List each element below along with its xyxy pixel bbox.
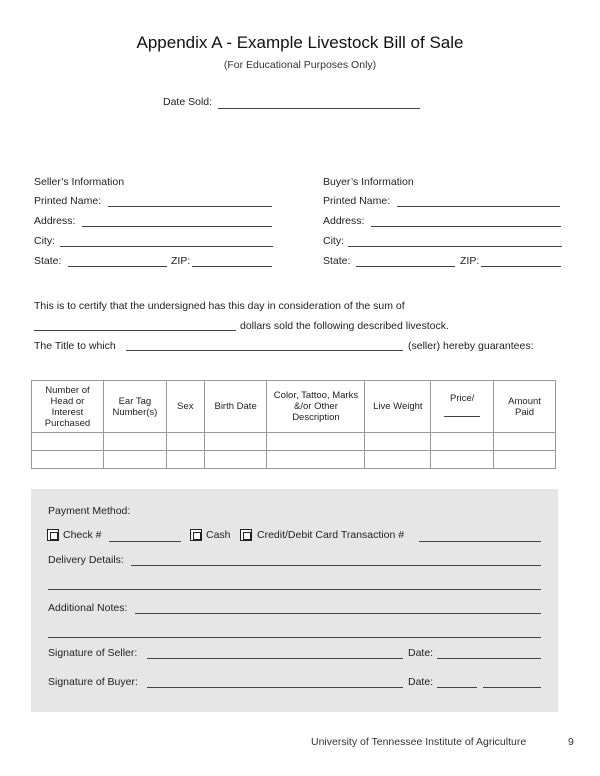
seller-address-label: Address: [34, 215, 76, 227]
col-ear-tag: Ear Tag Number(s) [103, 381, 166, 433]
seller-signature-label: Signature of Seller: [48, 647, 138, 659]
buyer-date-field[interactable] [437, 687, 477, 688]
delivery-details-field[interactable] [131, 565, 541, 566]
cash-checkbox[interactable] [190, 529, 202, 541]
table-cell[interactable] [431, 433, 494, 451]
table-cell[interactable] [494, 451, 556, 469]
buyer-city-field[interactable] [348, 246, 562, 247]
seller-state-field[interactable] [68, 266, 167, 267]
table-cell[interactable] [166, 433, 204, 451]
buyer-signature-field[interactable] [147, 687, 403, 688]
seller-printed-name-field[interactable] [108, 206, 272, 207]
date-sold-field[interactable] [218, 108, 420, 109]
delivery-details-field-2[interactable] [48, 589, 541, 590]
title-guarantee-field[interactable] [126, 350, 403, 351]
buyer-zip-label: ZIP: [460, 255, 480, 267]
seller-printed-name-label: Printed Name: [34, 195, 102, 207]
table-cell[interactable] [267, 451, 365, 469]
col-birth-date: Birth Date [204, 381, 267, 433]
seller-signature-field[interactable] [147, 658, 403, 659]
table-cell[interactable] [204, 451, 267, 469]
livestock-table [31, 380, 556, 469]
payment-method-label: Payment Method: [48, 505, 131, 517]
buyer-printed-name-label: Printed Name: [323, 195, 391, 207]
table-cell[interactable] [103, 433, 166, 451]
payment-panel [31, 489, 558, 712]
certify-line-2: dollars sold the following described livestock. [240, 320, 449, 332]
date-sold-label: Date Sold: [163, 96, 213, 108]
col-description: Color, Tattoo, Marks &/or Other Description [267, 381, 365, 433]
page-number: 9 [568, 736, 574, 748]
certify-line-3-suffix: (seller) hereby guarantees: [408, 340, 534, 352]
seller-date-label: Date: [408, 647, 434, 659]
seller-heading: Seller’s Information [34, 176, 125, 188]
buyer-state-label: State: [323, 255, 351, 267]
col-amount-paid: Amount Paid [494, 381, 556, 433]
certify-line-3-prefix: The Title to which [34, 340, 116, 352]
card-transaction-field[interactable] [419, 541, 541, 542]
certify-line-1: This is to certify that the undersigned has this day in consideration of the sum of [34, 300, 405, 312]
card-checkbox[interactable] [240, 529, 252, 541]
table-cell[interactable] [103, 451, 166, 469]
buyer-city-label: City: [323, 235, 344, 247]
seller-zip-label: ZIP: [171, 255, 191, 267]
delivery-details-label: Delivery Details: [48, 554, 124, 566]
col-sex: Sex [166, 381, 204, 433]
buyer-state-field[interactable] [356, 266, 455, 267]
table-header-row [32, 381, 556, 433]
sum-field[interactable] [34, 330, 236, 331]
additional-notes-field[interactable] [135, 613, 541, 614]
buyer-printed-name-field[interactable] [397, 206, 560, 207]
table-cell[interactable] [204, 433, 267, 451]
page-subtitle: (For Educational Purposes Only) [223, 59, 377, 71]
table-cell[interactable] [494, 433, 556, 451]
table-cell[interactable] [267, 433, 365, 451]
buyer-heading: Buyer’s Information [323, 176, 414, 188]
col-price: Price/ [431, 381, 494, 433]
table-cell[interactable] [32, 433, 104, 451]
check-label: Check # [63, 529, 102, 541]
buyer-date-label: Date: [408, 676, 434, 688]
table-cell[interactable] [431, 451, 494, 469]
buyer-date-field-2[interactable] [483, 687, 541, 688]
check-checkbox[interactable] [47, 529, 59, 541]
table-row [32, 433, 556, 451]
additional-notes-label: Additional Notes: [48, 602, 128, 614]
col-live-weight: Live Weight [365, 381, 431, 433]
buyer-zip-field[interactable] [481, 266, 561, 267]
table-cell[interactable] [32, 451, 104, 469]
card-label: Credit/Debit Card Transaction # [257, 529, 405, 541]
col-number-of-head: Number of Head or Interest Purchased [32, 381, 104, 433]
buyer-address-field[interactable] [371, 226, 561, 227]
table-cell[interactable] [365, 433, 431, 451]
seller-address-field[interactable] [82, 226, 272, 227]
buyer-address-label: Address: [323, 215, 365, 227]
additional-notes-field-2[interactable] [48, 637, 541, 638]
cash-label: Cash [206, 529, 231, 541]
table-cell[interactable] [166, 451, 204, 469]
seller-state-label: State: [34, 255, 62, 267]
check-number-field[interactable] [109, 541, 181, 542]
seller-date-field[interactable] [437, 658, 541, 659]
table-row [32, 451, 556, 469]
footer-institution: University of Tennessee Institute of Agriculture [311, 736, 527, 748]
table-cell[interactable] [365, 451, 431, 469]
seller-zip-field[interactable] [192, 266, 272, 267]
seller-city-field[interactable] [60, 246, 273, 247]
page-title: Appendix A - Example Livestock Bill of Sale [136, 33, 464, 52]
seller-city-label: City: [34, 235, 55, 247]
buyer-signature-label: Signature of Buyer: [48, 676, 138, 688]
